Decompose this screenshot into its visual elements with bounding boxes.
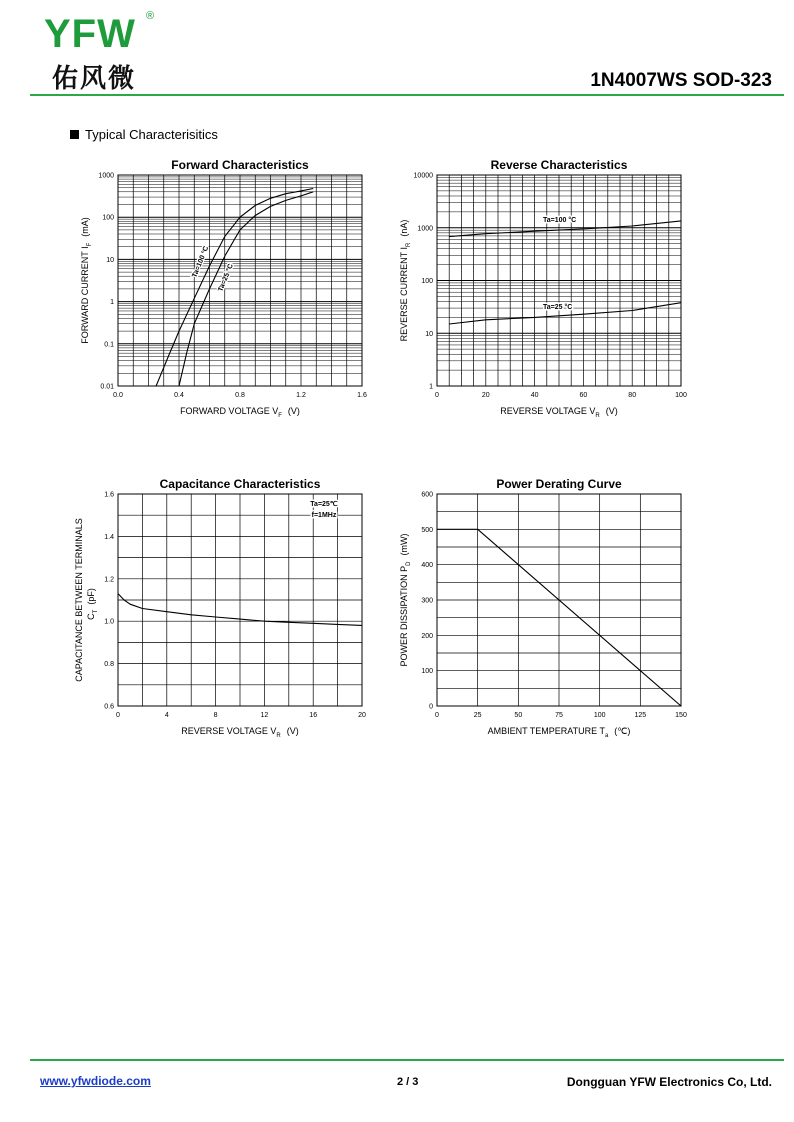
forward-y-tick-label: 1000	[98, 172, 114, 180]
section-title-text: Typical Characterisitics	[85, 127, 218, 142]
derating-x-tick-label: 150	[675, 712, 687, 719]
capacitance-x-tick-label: 4	[164, 712, 169, 719]
reverse-annotation: Ta=100 °C	[543, 217, 577, 224]
capacitance-x-axis-label: REVERSE VOLTAGE $V_R$ (V)	[181, 726, 299, 739]
forward-chart-title: Forward Characteristics	[171, 158, 309, 172]
derating-x-axis-label: AMBIENT TEMPERATURE $T_a$ (℃)	[487, 726, 631, 739]
derating-x-tick-label: 25	[473, 712, 482, 719]
derating-x-tick-label: 75	[555, 712, 563, 719]
derating-x-tick-label: 100	[593, 712, 606, 719]
derating-y-tick-label: 500	[421, 526, 433, 534]
forward-x-tick-label: 0.0	[113, 392, 123, 399]
derating-x-tick-label: 0	[435, 712, 439, 719]
forward-y-tick-label: 0.1	[104, 341, 114, 349]
page-number: 2 / 3	[397, 1076, 419, 1088]
capacitance-y-axis-label: CAPACITANCE BETWEEN TERMINALS	[74, 518, 84, 682]
reverse-y-tick-label: 1000	[417, 225, 433, 233]
forward-x-axis-label: FORWARD VOLTAGE $V_F$ (V)	[180, 406, 300, 419]
reverse-y-tick-label: 10	[425, 330, 433, 338]
capacitance-x-tick-label: 20	[358, 712, 366, 719]
part-number: 1N4007WS SOD-323	[590, 70, 772, 91]
capacitance-x-tick-label: 16	[309, 712, 318, 719]
capacitance-y-tick-label: 1.4	[104, 533, 114, 541]
capacitance-chart-title: Capacitance Characteristics	[159, 477, 321, 491]
derating-y-tick-label: 200	[421, 632, 433, 640]
website-link[interactable]: www.yfwdiode.com	[40, 1074, 151, 1088]
reverse-x-tick-label: 80	[628, 392, 637, 399]
brand-logo-chinese: 佑风微	[52, 64, 137, 94]
capacitance-x-tick-label: 12	[260, 712, 269, 719]
company-name: Dongguan YFW Electronics Co, Ltd.	[566, 1075, 772, 1089]
capacitance-annotation: f=1MHz	[311, 512, 337, 519]
forward-x-tick-label: 0.8	[235, 392, 245, 399]
forward-y-tick-label: 0.01	[100, 383, 114, 391]
derating-y-tick-label: 600	[421, 491, 433, 499]
reverse-x-tick-label: 60	[579, 392, 588, 399]
capacitance-x-tick-label: 0	[116, 712, 120, 719]
forward-x-tick-label: 0.4	[174, 392, 184, 399]
capacitance-y-tick-label: 0.6	[104, 703, 114, 711]
reverse-y-tick-label: 100	[421, 278, 433, 285]
forward-x-tick-label: 1.6	[357, 392, 367, 399]
capacitance-y-axis-label-2: $C_T(pF)$	[86, 588, 99, 620]
reverse-y-tick-label: 1	[429, 383, 433, 391]
reverse-x-axis-label: REVERSE VOLTAGE $V_R$ (V)	[500, 406, 618, 419]
forward-y-tick-label: 1	[110, 299, 114, 307]
forward-y-axis-label: FORWARD CURRENT $I_F(mA)$	[80, 217, 93, 344]
capacitance-annotation: Ta=25℃	[310, 501, 338, 508]
brand-logo: YFW	[44, 12, 136, 56]
reverse-x-tick-label: 20	[481, 392, 490, 399]
footer-divider	[30, 1059, 784, 1061]
capacitance-y-tick-label: 1.2	[104, 576, 114, 584]
capacitance-y-tick-label: 1.6	[104, 491, 114, 499]
derating-y-tick-label: 100	[421, 668, 433, 676]
derating-y-tick-label: 300	[421, 597, 433, 605]
derating-y-axis-label: POWER DISSIPATION $P_D(mW)$	[399, 533, 412, 667]
reverse-x-tick-label: 40	[530, 392, 539, 399]
forward-annotation: Ta=25 °C	[217, 262, 235, 293]
derating-y-tick-label: 400	[421, 562, 433, 570]
reverse-x-tick-label: 0	[435, 392, 439, 399]
capacitance-y-tick-label: 1.0	[104, 618, 114, 626]
derating-x-tick-label: 50	[514, 712, 523, 719]
derating-x-tick-label: 125	[634, 712, 647, 719]
derating-chart-title: Power Derating Curve	[496, 477, 622, 491]
reverse-x-tick-label: 100	[675, 392, 687, 399]
capacitance-y-tick-label: 0.8	[104, 661, 114, 669]
reverse-y-tick-label: 10000	[413, 172, 433, 180]
forward-y-tick-label: 100	[102, 214, 114, 222]
reverse-annotation: Ta=25 °C	[543, 304, 573, 311]
forward-annotation: Ta=100 °C	[191, 245, 211, 279]
derating-y-tick-label: 0	[429, 703, 433, 711]
reverse-y-axis-label: REVERSE CURRENT $I_R(nA)$	[399, 219, 412, 342]
registered-mark: ®	[146, 10, 155, 22]
forward-y-tick-label: 10	[106, 256, 114, 264]
forward-x-tick-label: 1.2	[296, 392, 306, 399]
reverse-chart-title: Reverse Characteristics	[490, 158, 628, 172]
capacitance-x-tick-label: 8	[213, 712, 218, 719]
